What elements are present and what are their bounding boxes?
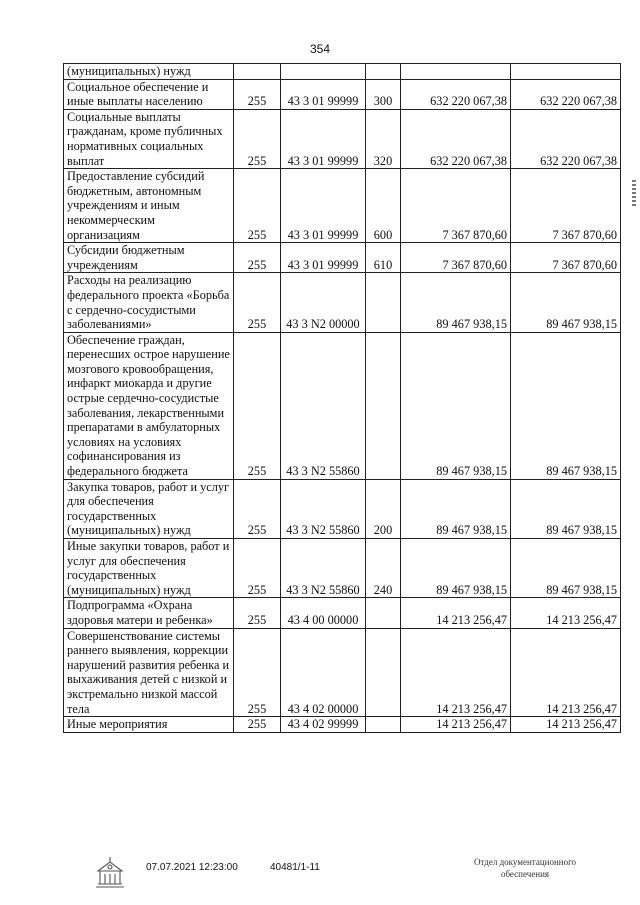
expense-type-cell	[366, 332, 401, 479]
chapter-code-cell: 255	[234, 79, 281, 109]
amount-cell	[511, 64, 621, 80]
row-name-cell: Иные мероприятия	[64, 717, 234, 733]
row-name-cell: Расходы на реализацию федерального проекта «Борьба с сердечно-сосудистыми заболеваниями»	[64, 273, 234, 332]
chapter-code-cell: 255	[234, 109, 281, 168]
expense-type-cell	[366, 598, 401, 628]
expense-type-cell: 240	[366, 539, 401, 598]
chapter-code-cell	[234, 64, 281, 80]
chapter-code-cell: 255	[234, 332, 281, 479]
target-article-cell: 43 4 02 99999	[281, 717, 366, 733]
expense-type-cell: 300	[366, 79, 401, 109]
chapter-code-cell: 255	[234, 598, 281, 628]
target-article-cell: 43 3 01 99999	[281, 169, 366, 243]
amount-cell: 89 467 938,15	[511, 332, 621, 479]
department-line-1: Отдел документационного	[473, 857, 577, 867]
row-name-cell: Предоставление субсидий бюджетным, автономным учреждениям и иным некоммерческим организациям	[64, 169, 234, 243]
row-name-cell: Подпрограмма «Охрана здоровья матери и ребенка»	[64, 598, 234, 628]
budget-table	[63, 63, 621, 733]
table-row	[64, 79, 621, 109]
expense-type-cell: 200	[366, 479, 401, 538]
amount-cell: 89 467 938,15	[401, 539, 511, 598]
target-article-cell	[281, 64, 366, 80]
target-article-cell: 43 4 00 00000	[281, 598, 366, 628]
footer-doc-number: 40481/1-11	[270, 862, 320, 873]
table-row	[64, 169, 621, 243]
amount-cell: 89 467 938,15	[401, 479, 511, 538]
target-article-cell: 43 3 01 99999	[281, 243, 366, 273]
row-name-cell: Совершенствование системы раннего выявления, коррекции нарушений развития ребенка и выхаживания детей с низкой и экстремально низкой массой тела	[64, 628, 234, 717]
chapter-code-cell: 255	[234, 273, 281, 332]
row-name-cell: Закупка товаров, работ и услуг для обеспечения государственных (муниципальных) нужд	[64, 479, 234, 538]
target-article-cell: 43 3 01 99999	[281, 109, 366, 168]
amount-cell: 632 220 067,38	[511, 109, 621, 168]
amount-cell: 632 220 067,38	[401, 109, 511, 168]
amount-cell: 89 467 938,15	[511, 479, 621, 538]
amount-cell: 7 367 870,60	[401, 243, 511, 273]
expense-type-cell: 320	[366, 109, 401, 168]
amount-cell: 14 213 256,47	[401, 717, 511, 733]
page-number: 354	[309, 42, 331, 56]
target-article-cell: 43 3 N2 55860	[281, 479, 366, 538]
footer-department-stamp	[450, 856, 600, 880]
table-row	[64, 479, 621, 538]
amount-cell: 14 213 256,47	[511, 598, 621, 628]
chapter-code-cell: 255	[234, 169, 281, 243]
table-row	[64, 64, 621, 80]
amount-cell: 89 467 938,15	[401, 332, 511, 479]
amount-cell: 89 467 938,15	[511, 539, 621, 598]
row-name-cell: Обеспечение граждан, перенесших острое нарушение мозгового кровообращения, инфаркт миокарда и другие острые сердечно-сосудистые заболевания, лекарственными препаратами в амбулаторных условиях на условиях софинансирования из федерального бюджета	[64, 332, 234, 479]
amount-cell: 89 467 938,15	[511, 273, 621, 332]
amount-cell: 7 367 870,60	[401, 169, 511, 243]
amount-cell: 14 213 256,47	[511, 717, 621, 733]
footer	[0, 857, 640, 902]
row-name-cell: (муниципальных) нужд	[64, 64, 234, 80]
expense-type-cell	[366, 717, 401, 733]
scan-edge-mark	[632, 180, 636, 208]
table-row	[64, 628, 621, 717]
amount-cell: 632 220 067,38	[511, 79, 621, 109]
row-name-cell: Субсидии бюджетным учреждениям	[64, 243, 234, 273]
expense-type-cell	[366, 628, 401, 717]
amount-cell: 632 220 067,38	[401, 79, 511, 109]
footer-date: 07.07.2021 12:23:00	[146, 862, 238, 873]
chapter-code-cell: 255	[234, 243, 281, 273]
amount-cell	[401, 64, 511, 80]
amount-cell: 7 367 870,60	[511, 169, 621, 243]
table-row	[64, 598, 621, 628]
expense-type-cell	[366, 64, 401, 80]
amount-cell: 14 213 256,47	[401, 598, 511, 628]
target-article-cell: 43 4 02 00000	[281, 628, 366, 717]
department-line-2: обеспечения	[500, 869, 550, 879]
amount-cell: 14 213 256,47	[511, 628, 621, 717]
table-row	[64, 332, 621, 479]
row-name-cell: Социальное обеспечение и иные выплаты населению	[64, 79, 234, 109]
expense-type-cell	[366, 273, 401, 332]
chapter-code-cell: 255	[234, 479, 281, 538]
building-emblem-icon	[92, 854, 128, 890]
target-article-cell: 43 3 N2 55860	[281, 539, 366, 598]
chapter-code-cell: 255	[234, 539, 281, 598]
amount-cell: 14 213 256,47	[401, 628, 511, 717]
chapter-code-cell: 255	[234, 628, 281, 717]
table-row	[64, 273, 621, 332]
amount-cell: 7 367 870,60	[511, 243, 621, 273]
target-article-cell: 43 3 N2 55860	[281, 332, 366, 479]
table-row	[64, 243, 621, 273]
row-name-cell: Иные закупки товаров, работ и услуг для обеспечения государственных (муниципальных) нужд	[64, 539, 234, 598]
target-article-cell: 43 3 01 99999	[281, 79, 366, 109]
chapter-code-cell: 255	[234, 717, 281, 733]
budget-table-body	[64, 64, 621, 733]
table-row	[64, 109, 621, 168]
table-row	[64, 539, 621, 598]
expense-type-cell: 600	[366, 169, 401, 243]
table-row	[64, 717, 621, 733]
row-name-cell: Социальные выплаты гражданам, кроме публичных нормативных социальных выплат	[64, 109, 234, 168]
expense-type-cell: 610	[366, 243, 401, 273]
amount-cell: 89 467 938,15	[401, 273, 511, 332]
target-article-cell: 43 3 N2 00000	[281, 273, 366, 332]
